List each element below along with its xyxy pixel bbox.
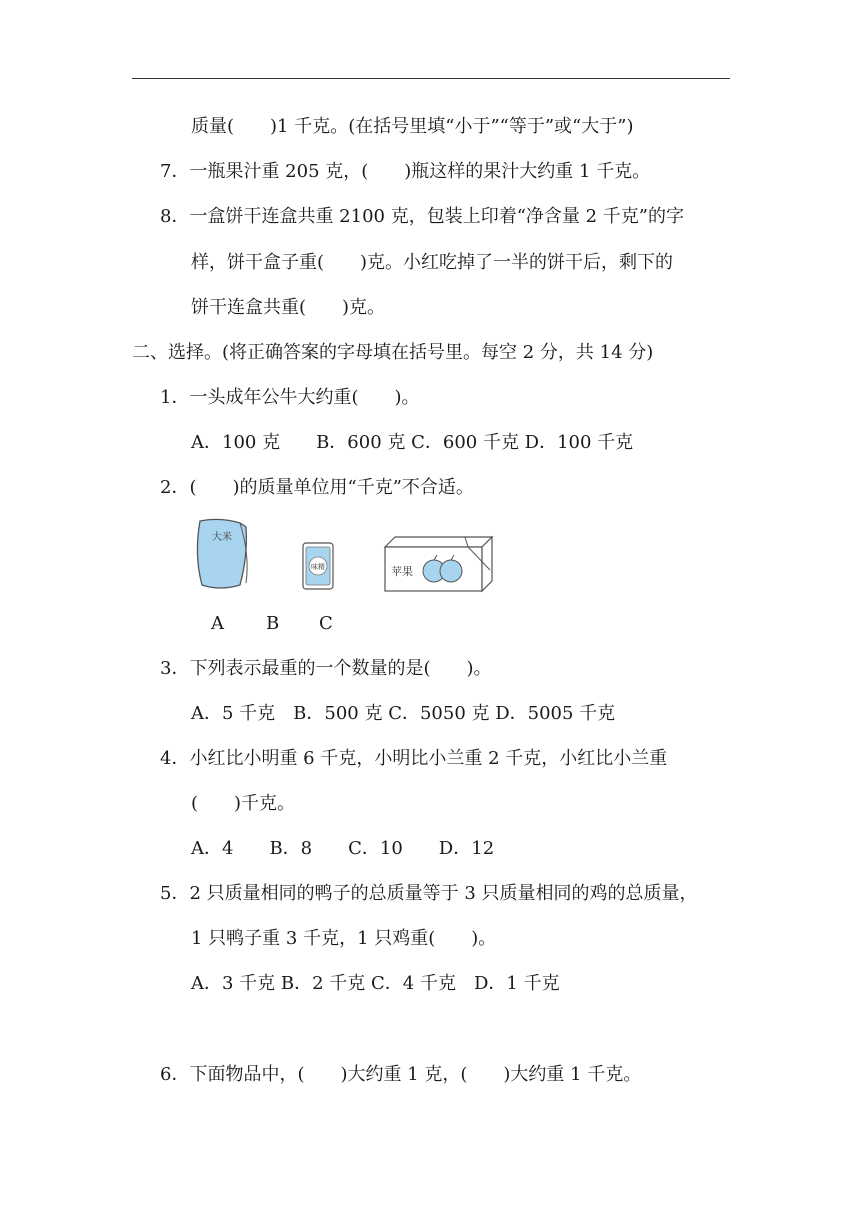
picture-label-b: B <box>266 613 280 634</box>
msg-label: 味精 <box>311 563 325 571</box>
question-2-pictures <box>190 515 510 595</box>
picture-label-c: C <box>319 613 333 634</box>
choice-question-2: 2．( )的质量单位用“千克”不合适。 <box>160 477 474 498</box>
apple-label: 苹果 <box>391 565 413 578</box>
choice-question-3-options: A．5 千克 B．500 克 C．5050 克 D．5005 千克 <box>191 703 616 724</box>
choice-question-5-line2: 1 只鸭子重 3 千克，1 只鸡重( )。 <box>191 928 497 949</box>
apple-box-picture <box>385 537 492 591</box>
rice-bag-picture <box>197 519 247 588</box>
rice-label: 大米 <box>212 532 232 543</box>
choice-question-4-options: A．4 B．8 C．10 D．12 <box>191 838 495 859</box>
choice-question-5-line1: 5．2 只质量相同的鸭子的总质量等于 3 只质量相同的鸡的总质量， <box>160 883 698 904</box>
choice-question-1-options: A．100 克 B．600 克 C．600 千克 D．100 千克 <box>191 432 634 453</box>
choice-question-4-line1: 4．小红比小明重 6 千克，小明比小兰重 2 千克，小红比小兰重 <box>160 748 668 769</box>
picture-label-a: A <box>211 613 224 634</box>
choice-question-5-options: A．3 千克 B．2 千克 C．4 千克 D．1 千克 <box>191 973 560 994</box>
question-8-line1: 8．一盒饼干连盒共重 2100 克，包装上印着“净含量 2 千克”的字 <box>160 206 685 227</box>
top-rule <box>132 78 730 79</box>
question-8-line3: 饼干连盒共重( )克。 <box>191 297 386 318</box>
msg-packet-picture <box>303 543 333 589</box>
choice-question-4-line2: ( )千克。 <box>191 793 296 814</box>
choice-question-3: 3．下列表示最重的一个数量的是( )。 <box>160 658 492 679</box>
question-8-line2: 样，饼干盒子重( )克。小红吃掉了一半的饼干后，剩下的 <box>191 252 674 273</box>
question-7: 7．一瓶果汁重 205 克，( )瓶这样的果汁大约重 1 千克。 <box>160 161 651 182</box>
choice-question-6: 6．下面物品中，( )大约重 1 克，( )大约重 1 千克。 <box>160 1064 642 1085</box>
section-2-heading: 二、选择。(将正确答案的字母填在括号里。每空 2 分，共 14 分) <box>132 342 654 363</box>
choice-question-1: 1．一头成年公牛大约重( )。 <box>160 387 420 408</box>
q6-continuation: 质量( )1 千克。(在括号里填“小于”“等于”或“大于”) <box>191 116 634 137</box>
